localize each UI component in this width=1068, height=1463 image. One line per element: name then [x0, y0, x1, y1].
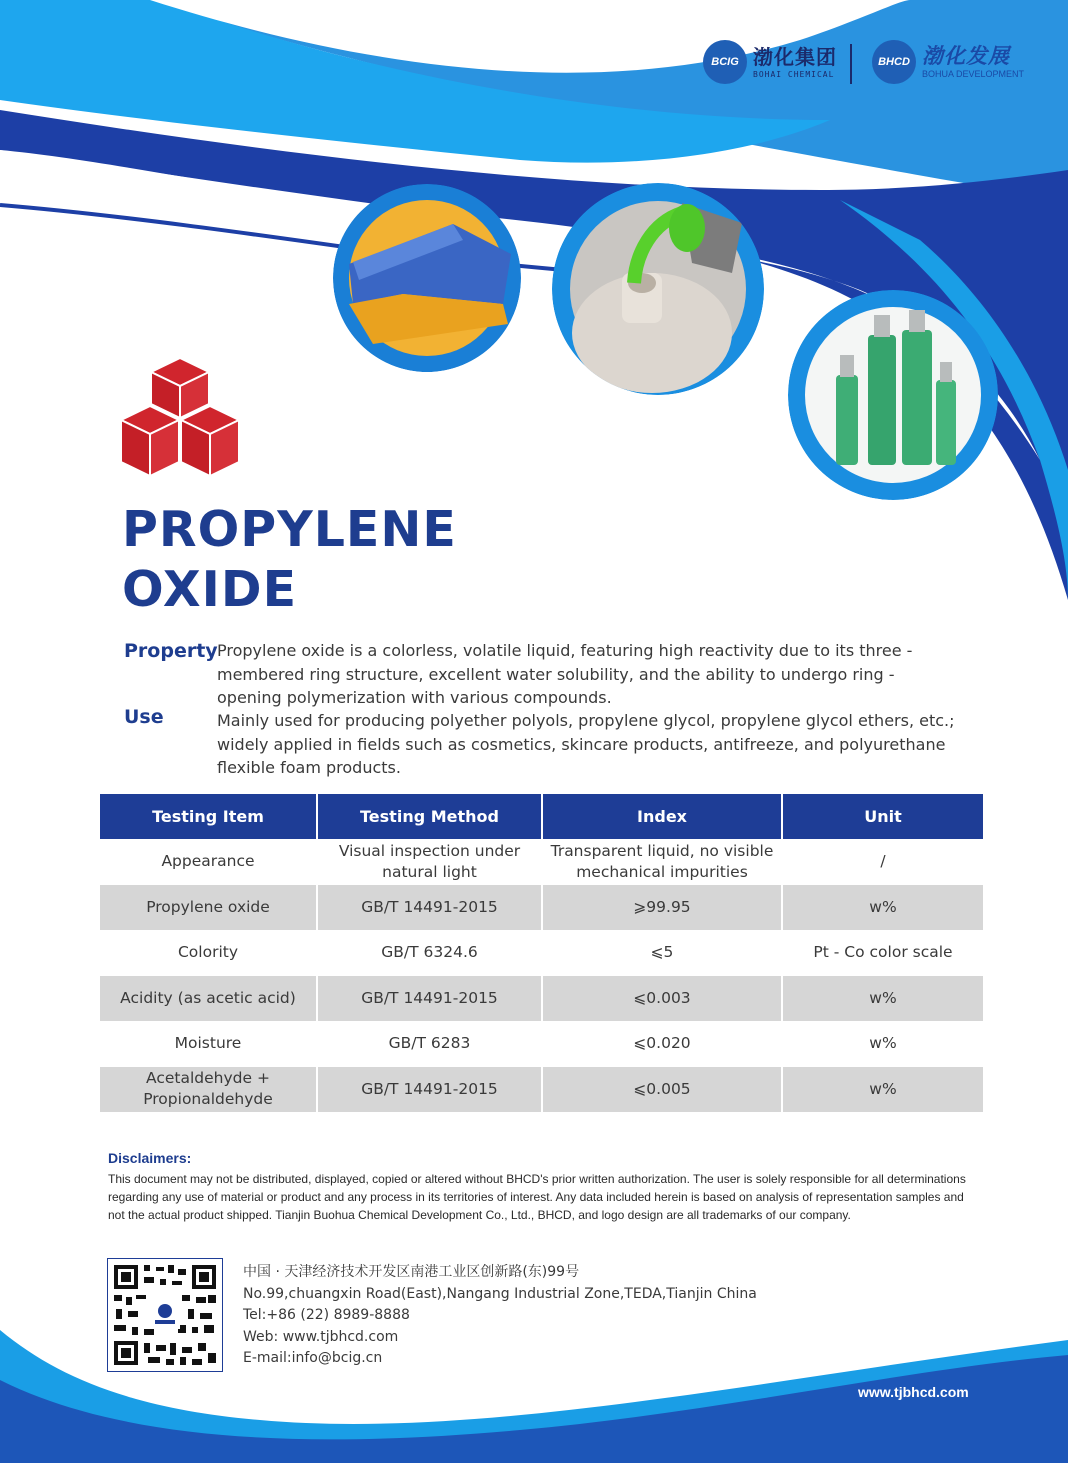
table-row	[100, 1021, 983, 1067]
table-row	[100, 1067, 983, 1113]
table-cell: Appearance	[100, 839, 317, 885]
bhcd-logo-en: BOHUA DEVELOPMENT	[922, 69, 1025, 79]
table-row	[100, 885, 983, 931]
antifreeze-photo	[552, 183, 764, 395]
use-text: Mainly used for producing polyether polyols, propylene glycol, propylene glycol ethers, etc.; widely applied in fields such as cosmetics, skincare products, antifreeze, and polyurethane flexible foam products.	[217, 711, 955, 777]
table-cell: GB/T 6283	[317, 1021, 542, 1067]
product-title-line1: PROPYLENE	[122, 501, 457, 558]
table-cell: Propylene oxide	[100, 885, 317, 931]
table-header-row	[100, 794, 983, 839]
contact-info	[243, 1262, 757, 1370]
table-cell: GB/T 14491-2015	[317, 885, 542, 931]
bhcd-logo-cn: 渤化发展	[922, 44, 1010, 68]
bcig-logo-cn: 渤化集团	[753, 44, 837, 69]
telephone: Tel:+86 (22) 8989-8888	[243, 1307, 410, 1323]
table-cell: w%	[782, 885, 983, 931]
table-cell: Colority	[100, 930, 317, 976]
bhcd-logo	[872, 40, 1024, 84]
cubes-icon	[119, 356, 241, 478]
email-link[interactable]: E-mail:info@bcig.cn	[243, 1350, 383, 1366]
table-header: Testing Item	[100, 794, 317, 839]
use-label: Use	[124, 706, 164, 728]
disclaimer-text: This document may not be distributed, displayed, copied or altered without BHCD's prior written authorization. The user is solely responsible for all determinations regarding any use of material or product and any process in its territories of interest. Any data included herein is based on analysis of representation samples and not the actual product shipped. Tianjin Buohua Chemical Development Co., Ltd., BHCD, and logo design are all trademarks of our company.	[108, 1172, 966, 1222]
table-cell: ⩽0.020	[542, 1021, 782, 1067]
table-cell: w%	[782, 1067, 983, 1113]
table-row	[100, 976, 983, 1022]
table-row	[100, 839, 983, 885]
table-cell: Transparent liquid, no visible mechanical impurities	[542, 839, 782, 885]
bcig-logo	[703, 40, 837, 84]
cosmetic-bottles-photo	[788, 290, 998, 500]
footer-website-link[interactable]: www.tjbhcd.com	[858, 1384, 969, 1400]
disclaimer-title: Disclaimers:	[108, 1150, 192, 1166]
bcig-logo-en: BOHAI CHEMICAL	[753, 69, 835, 79]
product-title-line2: OXIDE	[122, 561, 298, 618]
table-cell: Pt - Co color scale	[813, 943, 953, 962]
property-text: Propylene oxide is a colorless, volatile liquid, featuring high reactivity due to its three - membered ring structure, excellent water solubility, and the ability to undergo ring - opening polymerization with various compounds.	[217, 641, 913, 707]
address-en: No.99,chuangxin Road(East),Nangang Industrial Zone,TEDA,Tianjin China	[243, 1285, 757, 1302]
table-cell: /	[880, 852, 886, 871]
table-cell: GB/T 14491-2015	[317, 976, 542, 1022]
table-cell: ⩾99.95	[542, 885, 782, 931]
foam-photo	[333, 184, 521, 372]
website-link[interactable]: Web: www.tjbhcd.com	[243, 1328, 399, 1345]
table-header: Unit	[782, 794, 983, 839]
address-cn: 中国 · 天津经济技术开发区南港工业区创新路(东)99号	[243, 1264, 580, 1280]
table-cell: w%	[869, 1034, 897, 1053]
table-header: Index	[542, 794, 782, 839]
table-cell: Acetaldehyde + Propionaldehyde	[100, 1067, 317, 1113]
table-cell: Visual inspection under natural light	[317, 839, 542, 885]
bcig-logo-mark: BCIG	[703, 40, 747, 84]
table-cell: GB/T 14491-2015	[317, 1067, 542, 1113]
table-cell: ⩽5	[542, 930, 782, 976]
table-row	[100, 930, 983, 976]
spec-table	[100, 794, 983, 1112]
property-label: Property	[124, 640, 218, 662]
table-cell: w%	[782, 976, 983, 1022]
table-cell: ⩽0.005	[542, 1067, 782, 1113]
product-title	[122, 500, 457, 620]
table-cell: ⩽0.003	[542, 976, 782, 1022]
table-cell: GB/T 6324.6	[317, 930, 542, 976]
qr-code[interactable]	[107, 1258, 223, 1372]
logo-divider	[850, 44, 852, 84]
table-cell: Acidity (as acetic acid)	[100, 976, 317, 1022]
table-cell: Moisture	[100, 1021, 317, 1067]
table-header: Testing Method	[317, 794, 542, 839]
bhcd-logo-mark: BHCD	[872, 40, 916, 84]
